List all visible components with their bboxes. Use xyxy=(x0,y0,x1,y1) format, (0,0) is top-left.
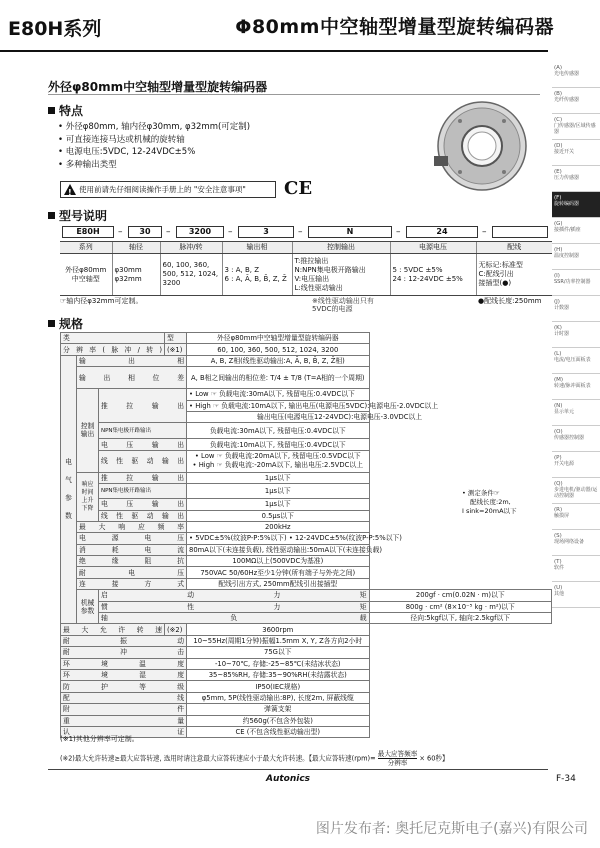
spec-value: 输出电压(电源电压12-24VDC):电源电压-3.0VDC以上 xyxy=(187,411,369,422)
spec-label: 电压输出 xyxy=(99,499,187,510)
spec-value: • Low ☞ 负载电流:30mA以下, 残留电压:0.4VDC以下 xyxy=(187,389,369,400)
feature-item: • 多种输出类型 xyxy=(58,159,250,172)
model-wiring-cell: 无标记:标准型 C:配线引出 接插型(●) xyxy=(476,254,552,296)
model-note-shaft: ☞轴内径φ32mm可定制。 xyxy=(60,297,143,305)
model-note-cable: ●配线长度:250mm xyxy=(478,297,542,305)
spec-label: 绝缘阻抗 xyxy=(77,556,187,567)
spec-value: • Low ☞ 负载电流:20mA以下, 残留电压:0.5VDC以下 • High ☞ 负载电流:-20mA以下, 输出电压:2.5VDC以上 xyxy=(187,450,369,472)
spec-label: 惯性力矩 xyxy=(99,601,370,612)
feature-item: • 可直接连接马达或机械的旋转轴 xyxy=(58,134,250,147)
spec-label: 耐振动 xyxy=(61,635,187,646)
response-note: • 测定条件☞ 配线长度:2m, I sink=20mA以下 xyxy=(462,489,517,515)
model-power-cell: 5 : 5VDC ±5% 24 : 12-24VDC ±5% xyxy=(390,254,476,296)
subtitle-divider xyxy=(48,94,540,95)
model-col-header: 电源电压 xyxy=(390,242,476,254)
feature-item: • 电源电压:5VDC, 12-24VDC±5% xyxy=(58,146,250,159)
features-heading: 特点 xyxy=(48,102,83,119)
feature-item: • 外径φ80mm, 轴内径φ30mm, φ32mm(可定制) xyxy=(58,121,250,134)
model-col-header: 系列 xyxy=(60,242,112,254)
model-pulse-cell: 60, 100, 360, 500, 512, 1024, 3200 xyxy=(160,254,222,296)
spec-label: (※2) xyxy=(165,624,187,635)
spec-value: IP50(IEC规格) xyxy=(187,681,369,692)
spec-value: 3600rpm xyxy=(187,624,369,635)
spec-label: 推拉输出 xyxy=(99,389,187,423)
spec-value: 60, 100, 360, 500, 512, 1024, 3200 xyxy=(187,344,369,355)
spec-value: 35~85%RH, 存储:35~90%RH(未结露状态) xyxy=(187,669,369,680)
header-divider xyxy=(0,50,548,52)
sidebar-item[interactable]: (F) 旋转编码器 xyxy=(552,192,600,218)
spec-table xyxy=(60,332,552,738)
spec-value: 1μs以下 xyxy=(187,484,369,499)
code-phase: 3 xyxy=(238,226,294,238)
sidebar-item[interactable]: (Q) 步进电机/驱动器/运动控制器 xyxy=(552,478,600,504)
subtitle: 外径φ80mm中空轴型增量型旋转编码器 xyxy=(48,80,268,94)
spec-value: • 5VDC±5%(纹波P-P:5%以下) • 12-24VDC±5%(纹波P-P:5%以下) xyxy=(187,533,369,544)
model-col-header: 脉冲/转 xyxy=(160,242,222,254)
spec-label: 重量 xyxy=(61,715,187,726)
spec-value: CE (不包含线性驱动输出型) xyxy=(187,726,369,737)
spec-value: 外径φ80mm中空轴型增量型旋转编码器 xyxy=(187,333,369,344)
sidebar-item[interactable]: (U) 其他 xyxy=(552,582,600,608)
code-power: 24 xyxy=(406,226,478,238)
brand-logo: Autonics xyxy=(266,774,311,784)
spec-value: 750VAC 50/60Hz至少1分钟(所有端子与外壳之间) xyxy=(187,567,369,578)
sidebar-item[interactable]: (I) SSR/功率控制器 xyxy=(552,270,600,296)
spec-label: 防护等级 xyxy=(61,681,187,692)
features-list xyxy=(58,121,250,171)
group-mechanical: 机械参数 xyxy=(77,590,99,624)
footnote-1: (※1)其他分辨率可定制。 xyxy=(60,735,139,743)
spec-value: 配线引出方式, 250mm配线引出接插型 xyxy=(187,578,369,589)
spec-value: 1μs以下 xyxy=(187,499,369,510)
sidebar-item[interactable]: (B) 光纤传感器 xyxy=(552,88,600,114)
spec-label: 配线 xyxy=(61,692,187,703)
group-control: 控制输出 xyxy=(77,389,99,473)
spec-label: 耐冲击 xyxy=(61,647,187,658)
spec-label: 最大响应频率 xyxy=(77,521,187,532)
spec-value: 80mA以下(未连接负载), 线性驱动输出:50mA以下(未连接负载) xyxy=(187,544,369,555)
code-control: N xyxy=(308,226,392,238)
code-dash: – xyxy=(298,227,303,237)
sidebar-item[interactable]: (O) 传感器控制器 xyxy=(552,426,600,452)
model-col-header: 输出相 xyxy=(222,242,292,254)
spec-label: 分辨率(脉冲/转) xyxy=(61,344,165,355)
code-pulse: 3200 xyxy=(176,226,224,238)
spec-value: 10~55Hz(周期1分钟)振幅1.5mm X, Y, Z各方向2小时 xyxy=(187,635,369,646)
sidebar-item[interactable]: (K) 计时器 xyxy=(552,322,600,348)
spec-label: 启动力矩 xyxy=(99,590,370,601)
spec-label: 认证 xyxy=(61,726,187,737)
page-title: Φ80mm中空轴型增量型旋转编码器 xyxy=(235,16,554,38)
sidebar-item[interactable]: (E) 压力传感器 xyxy=(552,166,600,192)
sidebar-item[interactable]: (D) 接近开关 xyxy=(552,140,600,166)
group-response: 响应时间上升下降 xyxy=(77,472,99,521)
code-dash: – xyxy=(228,227,233,237)
code-dash: – xyxy=(482,227,487,237)
spec-label: 输出相 xyxy=(77,355,187,366)
ce-mark: CE xyxy=(284,178,313,199)
spec-value: 负载电流:30mA以下, 残留电压:0.4VDC以下 xyxy=(187,423,369,439)
spec-value: 0.5μs以下 xyxy=(187,510,369,521)
sidebar-item[interactable]: (R) 触摸屏 xyxy=(552,504,600,530)
model-phase-cell: 3 : A, B, Z 6 : A, Ā, B, B̄, Z, Z̄ xyxy=(222,254,292,296)
sidebar-item[interactable]: (M) 转速/脉冲面板表 xyxy=(552,374,600,400)
spec-value: 200gf · cm(0.02N · m)以下 xyxy=(369,590,551,601)
sidebar-item[interactable]: (A) 光电传感器 xyxy=(552,62,600,88)
sidebar-item[interactable]: (P) 开关电源 xyxy=(552,452,600,478)
spec-value: -10~70℃, 存储:-25~85℃(未结冰状态) xyxy=(187,658,369,669)
footer-divider xyxy=(48,769,548,770)
code-shaft: 30 xyxy=(128,226,162,238)
code-series: E80H xyxy=(62,226,114,238)
model-table xyxy=(60,241,552,296)
spec-label: (※1) xyxy=(165,344,187,355)
spec-value: 弹簧支架 xyxy=(187,704,369,715)
spec-label: 输出相位差 xyxy=(77,367,187,389)
spec-label: 连接方式 xyxy=(77,578,187,589)
spec-label: 电源电压 xyxy=(77,533,187,544)
sidebar-item[interactable]: (S) 现场网络设备 xyxy=(552,530,600,556)
series-title: E80H系列 xyxy=(8,18,102,40)
spec-value: 约560g(不包含外包装) xyxy=(187,715,369,726)
spec-value: • High ☞ 负载电流:10mA以下, 输出电压(电源电压5VDC):电源电压-2.0VDC以上 xyxy=(187,400,369,411)
spec-value: 200kHz xyxy=(187,521,369,532)
spec-value: 100MΩ以上(500VDC为基准) xyxy=(187,556,369,567)
safety-warning xyxy=(60,181,276,198)
encoder-image xyxy=(430,96,530,196)
model-control-cell: T:推拉输出 N:NPN集电极开路输出 V:电压输出 L:线性驱动输出 xyxy=(292,254,390,296)
spec-label: 耐电压 xyxy=(77,567,187,578)
sidebar-item[interactable]: (J) 计数器 xyxy=(552,296,600,322)
spec-value: φ5mm, 5P(线性驱动输出:8P), 长度2m, 屏蔽线缆 xyxy=(187,692,369,703)
code-wiring xyxy=(492,226,548,238)
model-col-header: 控制输出 xyxy=(292,242,390,254)
warning-text: 使用前请先仔细阅读操作手册上的 "安全注意事项" xyxy=(79,185,246,194)
spec-value: A, B, Z相(线性驱动输出:A, Ā, B, B̄, Z, Z̄相) xyxy=(187,355,369,366)
spec-label: 最大允许转速 xyxy=(61,624,165,635)
model-heading: 型号说明 xyxy=(48,207,107,224)
model-col-header: 配线 xyxy=(476,242,552,254)
spec-label: 线性驱动输出 xyxy=(99,450,187,472)
spec-label: NPN集电极开路输出 xyxy=(99,484,187,499)
spec-heading: 规格 xyxy=(48,315,83,332)
spec-label: 环境湿度 xyxy=(61,669,187,680)
sidebar-item[interactable]: (H) 温度控制器 xyxy=(552,244,600,270)
spec-value: 径向:5kgf以下, 轴向:2.5kgf以下 xyxy=(369,613,551,624)
spec-label: 轴负载 xyxy=(99,613,370,624)
code-dash: – xyxy=(396,227,401,237)
spec-label: 类 xyxy=(61,333,165,344)
code-dash: – xyxy=(118,227,123,237)
spec-value: A, B相之间输出的相位差: T/4 ± T/8 (T=A相的一个周期) xyxy=(187,367,369,389)
group-electrical: 电 气 参 数 xyxy=(61,355,77,624)
spec-value: 负载电流:10mA以下, 残留电压:0.4VDC以下 xyxy=(187,439,369,450)
spec-label: 消耗电流 xyxy=(77,544,187,555)
spec-value: 800g · cm² (8×10⁻⁵ kg · m²)以下 xyxy=(369,601,551,612)
footnote-2: (※2)最大允许转速≥最大应答转速, 选用时请注意最大应答转速应小于最大允许转速。【最大应答转速(rpm)= 最大应答频率 分辨率 × 60秒】 xyxy=(60,750,449,767)
sidebar-item[interactable]: (G) 接插件/插座 xyxy=(552,218,600,244)
spec-value: 75G以下 xyxy=(187,647,369,658)
spec-label: 型 xyxy=(165,333,187,344)
spec-label: 推拉输出 xyxy=(99,472,187,483)
spec-label: 环境温度 xyxy=(61,658,187,669)
code-dash: – xyxy=(166,227,171,237)
spec-label: NPN集电极开路输出 xyxy=(99,423,187,439)
image-credit: 图片发布者: 奥托尼克斯电子(嘉兴)有限公司 xyxy=(315,821,588,837)
model-series-cell: 外径φ80mm 中空轴型 xyxy=(60,254,112,296)
sidebar-item[interactable]: (L) 电流/电压面板表 xyxy=(552,348,600,374)
model-col-header: 轴径 xyxy=(112,242,160,254)
spec-label: 线性驱动输出 xyxy=(99,510,187,521)
spec-value: 1μs以下 xyxy=(187,472,369,483)
sidebar xyxy=(552,62,600,608)
spec-label: 电压输出 xyxy=(99,439,187,450)
spec-label: 附件 xyxy=(61,704,187,715)
model-note-linedriver: ※线性驱动输出只有 5VDC的电源 xyxy=(312,297,374,313)
sidebar-item[interactable]: (N) 显示单元 xyxy=(552,400,600,426)
sidebar-item[interactable]: (T) 软件 xyxy=(552,556,600,582)
model-shaft-cell: φ30mm φ32mm xyxy=(112,254,160,296)
page-number: F-34 xyxy=(556,774,576,784)
page-header xyxy=(0,0,600,62)
warning-icon xyxy=(64,184,76,195)
sidebar-item[interactable]: (C) 门传感器/区域传感器 xyxy=(552,114,600,140)
